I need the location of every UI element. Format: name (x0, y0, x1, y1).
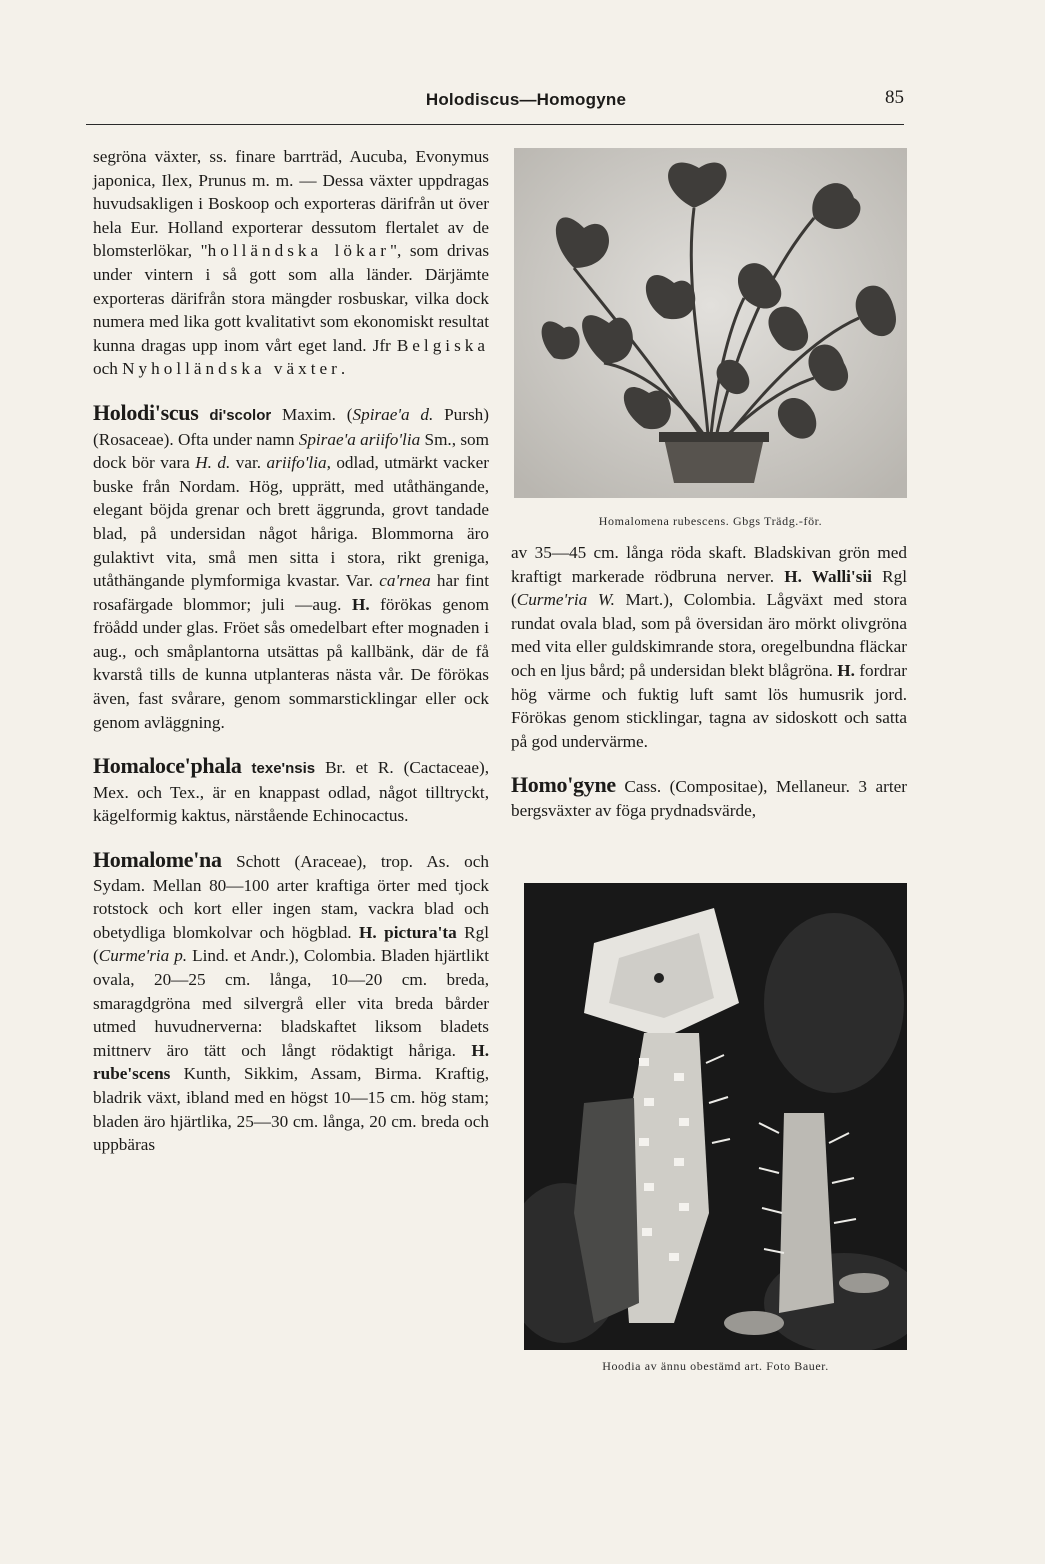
homalomena-plant-image (514, 148, 907, 498)
page-number: 85 (885, 87, 904, 108)
photo-homalomena (514, 148, 907, 498)
running-head (86, 87, 904, 120)
entry-homogyne: Homo'gyne Cass. (Compositae), Mellaneur. 3 arter bergsväxter av föga prydnadsvärde, (511, 772, 907, 820)
entry-homalomena: Homalome'na Schott (Araceae), trop. As. och Sydam. Mellan 80—100 arter kraftiga örter med tjock rotstock och kort eller ingen stam, vackra blad och obetydliga blomkolvar och högblad. H. pictura'ta Rgl (Curme'ria p. Lind. et Andr.), Colombia. Bladen hjärtlikt ovala, 20—25 cm. långa, 10—20 cm. breda, smaragdgröna med silvergrå eller vita breda bårder utmed huvudnerverna: bladskaftet liksom bladets mittnerv äro tätt och långt rödaktigt håriga. H. rube'scens Kunth, Sikkim, Assam, Birma. Kraftig, bladrik växt, ibland med en högst 10—15 cm. hög stam; bladen äro hjärtlika, 25—30 cm. långa, 20 cm. breda och uppbäras (93, 847, 489, 1155)
paragraph-continued-right: av 35—45 cm. långa röda skaft. Bladskivan grön med kraftigt markerade rödbruna nerver. H. Walli'sii Rgl (Curme'ria W. Mart.), Colombia. Lågväxt med stora rundat ovala blad, som på översidan äro mörkt olivgröna med vita eller guldskimrande stora, oregelbundna fläckar och en ljus bård; på undersidan blekt blågröna. H. fordrar hög värme och fuktig luft samt lös humusrik jord. Förökas genom sticklingar, tagna av sidoskott och satta på god undervärme. (511, 543, 907, 751)
right-column-text (511, 541, 907, 823)
caption-homalomena: Homalomena rubescens. Gbgs Trädg.-för. (598, 514, 823, 528)
headword: Holodi'scus (93, 399, 199, 425)
left-column (93, 145, 489, 1157)
page-title: Holodiscus—Homogyne (425, 90, 627, 109)
photo-hoodia (524, 883, 907, 1350)
entry-holodiscus: Holodi'scus di'scolor Maxim. (Spirae'a d. Pursh) (Rosaceae). Ofta under namn Spirae'a ariifo'lia Sm., som dock bör vara H. d. var. ariifo'lia, odlad, utmärkt vacker buske från Nordam. Hög, upprätt, med utåthängande, elegant böjda grenar och brett äggrunda, grovt tandade blad, på undersidan något håriga. Blommorna äro gulaktivt vita, små men sitta i stora, rikt greniga, utåthängande plymformiga kvastar. Var. ca'rnea har fint rosafärgade blommor; juli —aug. H. förökas genom fröådd under glas. Fröet sås omedelbart efter mognaden i aug., och småplantorna utsättas på kallbänk, där de få kvarstå tills de kunna utplanteras nästa vår. De förökas även, fast svårare, genom sommarsticklingar eller ock genom avläggning. (93, 399, 490, 732)
headword: Homalome'na (93, 847, 222, 873)
headword: Homo'gyne (511, 772, 616, 798)
entry-homalocephala: Homaloce'phala texe'nsis Br. et R. (Cactaceae), Mex. och Tex., är en knappast odlad, något tilltryckt, kägelformig kaktus, närstående Echinocactus. (93, 753, 489, 826)
caption-hoodia: Hoodia av ännu obestämd art. Foto Bauer. (602, 1359, 829, 1373)
header-rule (86, 124, 904, 125)
hoodia-cactus-image (524, 883, 907, 1350)
headword: Homaloce'phala (93, 753, 242, 779)
paragraph-continued: segröna växter, ss. finare barrträd, Aucuba, Evonymus japonica, Ilex, Prunus m. m. — Dessa växter uppdragas huvudsakligen i Boskoop och exporteras därifrån ut över hela Eur. Holland exporterar dessutom flertalet av de blomsterlökar, "holländska lökar", som drivas under vintern i så gott som alla länder. Därjämte exporteras därifrån stora mängder rosbuskar, vilka dock numera med lika gott kvalitativt som ekonomiskt resultat kunna dragas upp inom vårt eget land. Jfr Belgiska och Nyholländska växter. (93, 147, 490, 379)
